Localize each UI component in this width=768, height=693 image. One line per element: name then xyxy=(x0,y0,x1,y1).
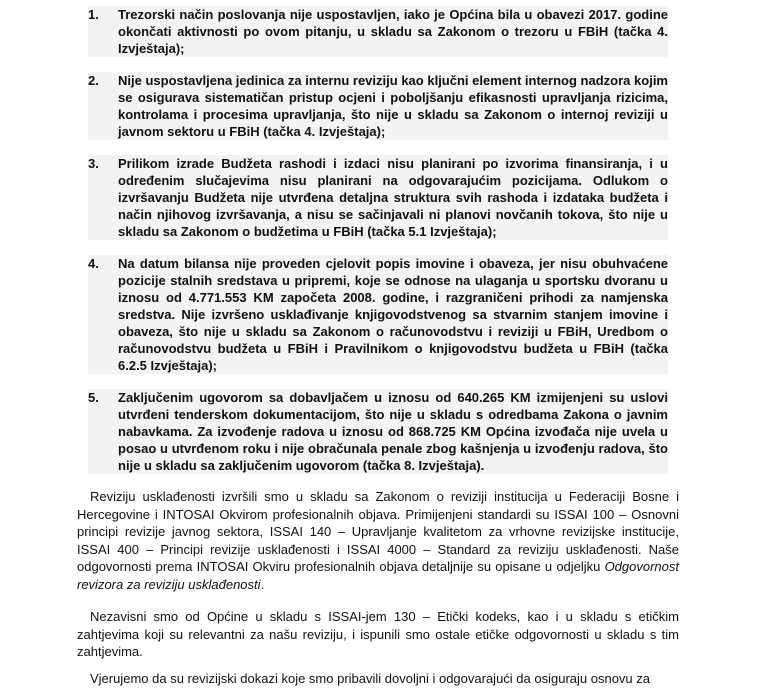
independence-paragraph xyxy=(77,608,679,661)
evidence-paragraph xyxy=(77,670,679,688)
independence-text: Nezavisni smo od Općine u skladu s ISSAI-jem 130 – Etički kodeks, kao i u skladu s etičkim zahtjevima koji su relevantni za našu reviziju, i ispunili smo ostale etičke odgovornosti u skladu s tim zahtjevima. xyxy=(77,609,679,660)
finding-item xyxy=(88,6,668,57)
finding-text: Trezorski način poslovanja nije uspostavljen, iako je Općina bila u obavezi 2017. godine okončati aktivnosti po ovom pitanju, u skladu sa Zakonom o trezoru u FBiH (tačka 4. Izvještaja); xyxy=(118,7,668,56)
basis-end: . xyxy=(260,576,265,592)
finding-item xyxy=(88,389,668,474)
finding-item xyxy=(88,155,668,240)
finding-text: Nije uspostavljena jedinica za internu reviziju kao ključni element internog nadzora kojim se osigurava sistematičan pristup ocjeni i poboljšanju efikasnosti upravljanja rizicima, kontrolama i procesima upravljanja, što nije u skladu sa Zakonom o internoj reviziji u javnom sektoru u FBiH (tačka 4. Izvještaja); xyxy=(118,73,668,139)
finding-number: 3. xyxy=(88,156,99,171)
finding-text: Zaključenim ugovorom sa dobavljačem u iznosu od 640.265 KM izmijenjeni su uslovi utvrđeni tenderskom dokumentacijom, što nije u skladu s odredbama Zakona o javnim nabavkama. Za izvođenje radova u iznosu od 868.725 KM Općina izvođača nije uvela u posao u utvrđenom roku i nije obračunala penale zbog kašnjenja u izvođenju radova, što nije u skladu sa zaključenim ugovorom (tačka 8. Izvještaja). xyxy=(118,390,668,473)
finding-number: 1. xyxy=(88,7,99,22)
basis-paragraph xyxy=(77,488,679,594)
finding-item xyxy=(88,72,668,140)
finding-item xyxy=(88,255,668,374)
findings-list xyxy=(88,6,668,489)
basis-section-reference: Odgovornost revizora za reviziju usklađenosti xyxy=(77,559,679,592)
evidence-text: Vjerujemo da su revizijski dokazi koje smo pribavili dovoljni i odgovarajući da osiguraju osnovu za xyxy=(90,671,651,686)
finding-text: Na datum bilansa nije proveden cjelovit popis imovine i obaveza, jer nisu obuhvaćene pozicije stalnih sredstava u pripremi, koje se odnose na ulaganja u sportsku dvoranu u iznosu od 4.771.553 KM započeta 2008. godine, i razgraničeni prihodi za namjenska sredstva. Nije izvršeno usklađivanje knjigovodstvenog sa stvarnim stanjem imovine i obaveza, što nije u skladu sa Zakonom o računovodstvu i reviziji u FBiH, Uredbom o računovodstvu budžeta u FBiH i Pravilnikom o knjigovodstvu budžeta u FBiH (tačka 6.2.5 Izvještaja); xyxy=(118,256,668,373)
basis-text: Reviziju usklađenosti izvršili smo u skladu sa Zakonom o reviziji institucija u Federaciji Bosne i Hercegovine i INTOSAI Okvirom profesionalnih objava. Primijenjeni standardi su ISSAI 100 – Osnovni principi revizije javnog sektora, ISSAI 140 – Upravljanje kvalitetom za vrhovne revizijske institucije, ISSAI 400 – Principi revizije usklađenosti i ISSAI 4000 – Standard za reviziju usklađenosti. Naše odgovornosti prema INTOSAI Okviru profesionalnih objava detaljnije su opisane u odjeljku xyxy=(77,489,679,575)
finding-text: Prilikom izrade Budžeta rashodi i izdaci nisu planirani po izvorima finansiranja, i u određenim slučajevima nisu planirani na odgovarajućim pozicijama. Odlukom o izvršavanju Budžeta nije utvrđena detaljna struktura svih rashoda i izdataka budžeta i način njihovog izvršavanja, a nisu se sačinjavali ni planovi novčanih tokova, što nije u skladu sa Zakonom o budžetima u FBiH (tačka 5.1 Izvještaja); xyxy=(118,156,668,239)
finding-number: 5. xyxy=(88,390,99,405)
finding-number: 2. xyxy=(88,73,99,88)
finding-number: 4. xyxy=(88,256,99,271)
